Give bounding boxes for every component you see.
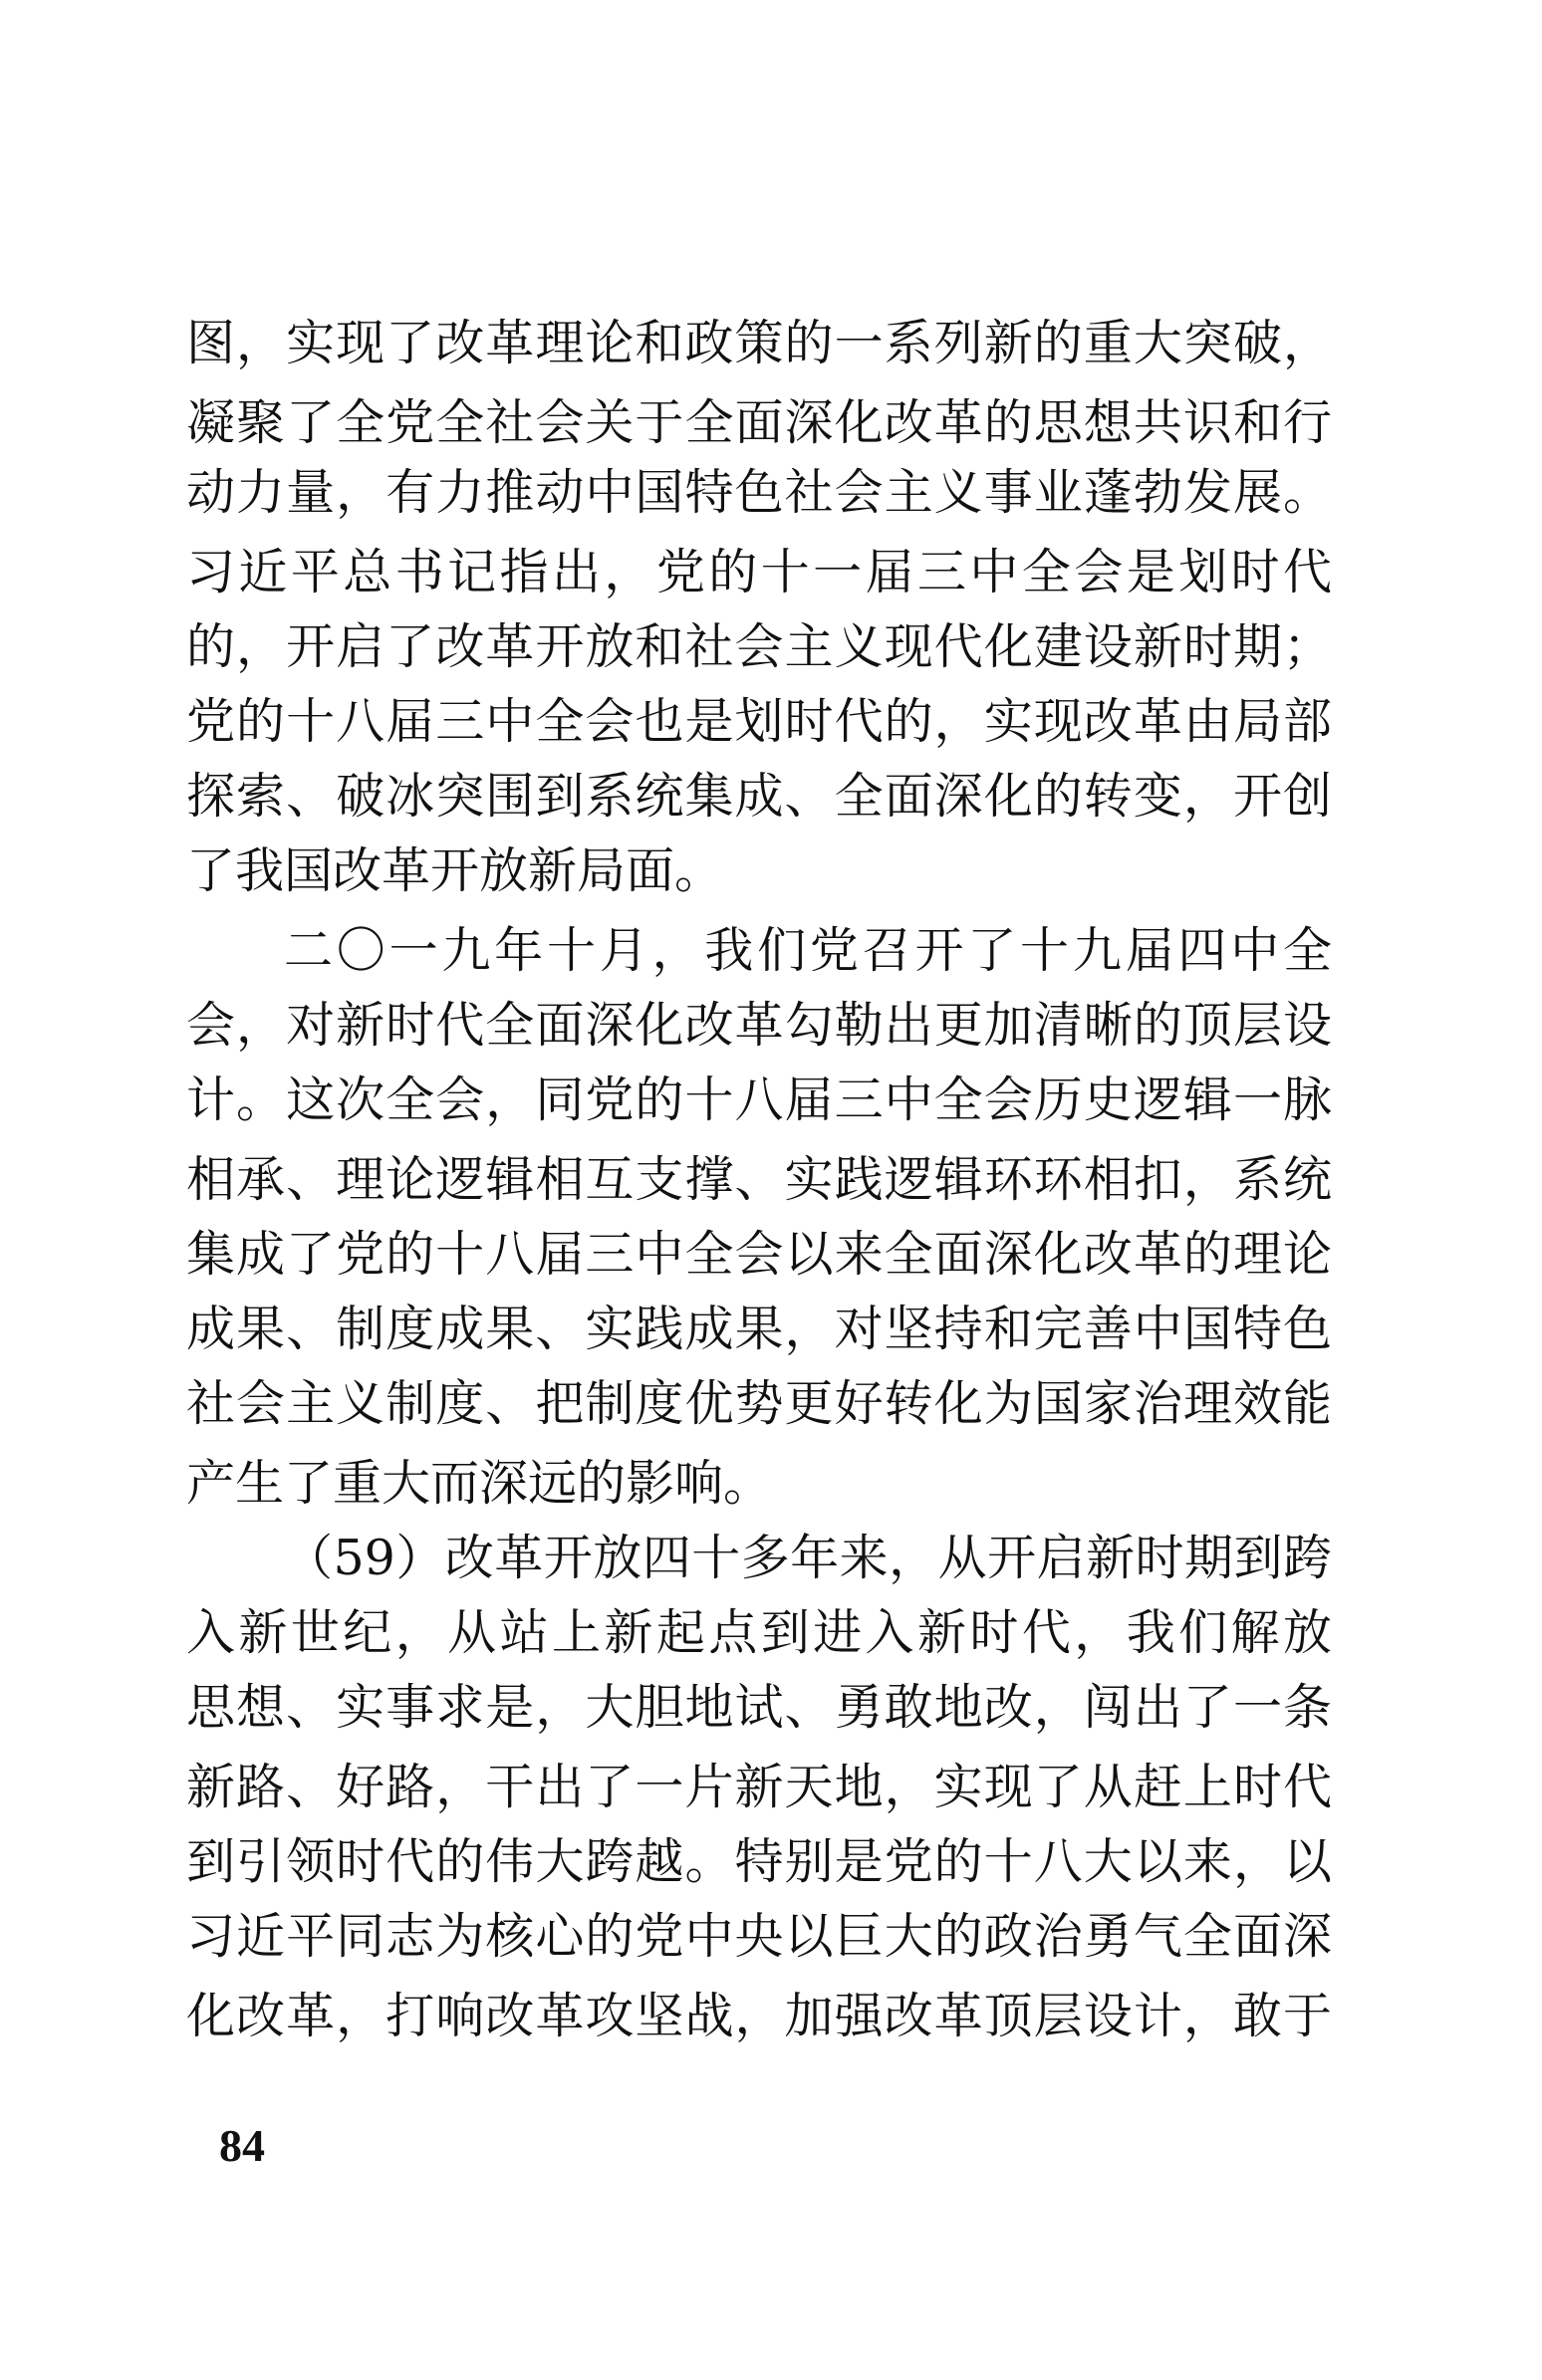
text-line: 习近平同志为核心的党中央以巨大的政治勇气全面深 xyxy=(186,1908,1332,1965)
text-line: 的，开启了改革开放和社会主义现代化建设新时期； xyxy=(186,618,1332,675)
text-line: 思想、实事求是，大胆地试、勇敢地改，闯出了一条 xyxy=(186,1679,1332,1736)
text-line: 会，对新时代全面深化改革勾勒出更加清晰的顶层设 xyxy=(186,997,1332,1054)
text-line: 入新世纪，从站上新起点到进入新时代，我们解放 xyxy=(186,1604,1332,1661)
text-line: 新路、好路，干出了一片新天地，实现了从赶上时代 xyxy=(186,1759,1332,1815)
text-line: 集成了党的十八届三中全会以来全面深化改革的理论 xyxy=(186,1226,1332,1283)
text-line: 成果、制度成果、实践成果，对坚持和完善中国特色 xyxy=(186,1301,1332,1357)
text-line: 计。这次全会，同党的十八届三中全会历史逻辑一脉 xyxy=(186,1071,1332,1128)
text-line: 习近平总书记指出，党的十一届三中全会是划时代 xyxy=(186,544,1332,600)
text-line: 到引领时代的伟大跨越。特别是党的十八大以来，以 xyxy=(186,1833,1332,1890)
text-line: 二〇一九年十月，我们党召开了十九届四中全 xyxy=(284,922,1332,979)
text-line: 凝聚了全党全社会关于全面深化改革的思想共识和行 xyxy=(186,394,1332,451)
text-line: 了我国改革开放新局面。 xyxy=(186,842,724,899)
text-line: 党的十八届三中全会也是划时代的，实现改革由局部 xyxy=(186,693,1332,750)
text-line: 产生了重大而深远的影响。 xyxy=(186,1455,773,1512)
text-line: 图，实现了改革理论和政策的一系列新的重大突破， xyxy=(186,315,1332,371)
text-line: 探索、破冰突围到系统集成、全面深化的转变，开创 xyxy=(186,768,1332,825)
text-line: 动力量，有力推动中国特色社会主义事业蓬勃发展。 xyxy=(186,464,1332,521)
text-line: 化改革，打响改革攻坚战，加强改革顶层设计，敢于 xyxy=(186,1988,1332,2044)
text-line: 相承、理论逻辑相互支撑、实践逻辑环环相扣，系统 xyxy=(186,1151,1332,1208)
text-line: （59）改革开放四十多年来，从开启新时期到跨 xyxy=(284,1530,1332,1586)
text-line: 社会主义制度、把制度优势更好转化为国家治理效能 xyxy=(186,1375,1332,1432)
page-number: 84 xyxy=(219,2120,265,2171)
